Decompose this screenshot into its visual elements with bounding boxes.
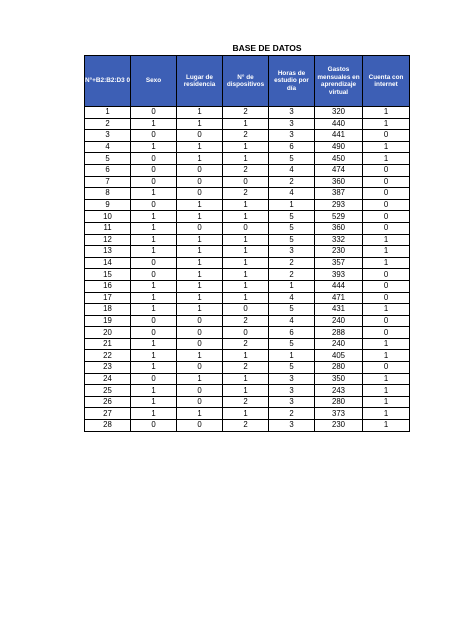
table-cell: 0 xyxy=(363,199,410,211)
table-cell: 2 xyxy=(223,315,269,327)
table-row xyxy=(85,141,410,153)
table-cell: 1 xyxy=(223,292,269,304)
table-cell: 1 xyxy=(177,107,223,119)
table-cell: 1 xyxy=(223,153,269,165)
table-cell: 1 xyxy=(177,246,223,258)
table-cell: 3 xyxy=(269,246,315,258)
table-cell: 1 xyxy=(223,246,269,258)
table-cell: 2 xyxy=(223,130,269,142)
table-cell: 1 xyxy=(363,304,410,316)
table-cell: 6 xyxy=(85,164,131,176)
table-cell: 1 xyxy=(131,338,177,350)
table-cell: 3 xyxy=(269,118,315,130)
table-cell: 0 xyxy=(363,222,410,234)
table-cell: 15 xyxy=(85,269,131,281)
table-cell: 0 xyxy=(131,257,177,269)
table-cell: 3 xyxy=(269,385,315,397)
table-cell: 0 xyxy=(131,199,177,211)
table-cell: 1 xyxy=(131,141,177,153)
table-cell: 0 xyxy=(363,292,410,304)
table-cell: 288 xyxy=(315,327,363,339)
table-cell: 12 xyxy=(85,234,131,246)
table-row xyxy=(85,130,410,142)
table-row xyxy=(85,280,410,292)
table-cell: 1 xyxy=(363,420,410,432)
table-cell: 0 xyxy=(363,327,410,339)
table-cell: 1 xyxy=(363,338,410,350)
table-row xyxy=(85,304,410,316)
table-cell: 2 xyxy=(223,107,269,119)
table-cell: 1 xyxy=(177,211,223,223)
table-cell: 8 xyxy=(85,188,131,200)
table-cell: 1 xyxy=(177,350,223,362)
table-cell: 1 xyxy=(131,350,177,362)
table-cell: 0 xyxy=(131,107,177,119)
table-cell: 1 xyxy=(131,211,177,223)
table-cell: 230 xyxy=(315,246,363,258)
table-row xyxy=(85,211,410,223)
table-cell: 0 xyxy=(363,164,410,176)
table-cell: 1 xyxy=(223,269,269,281)
table-cell: 2 xyxy=(85,118,131,130)
table-cell: 280 xyxy=(315,396,363,408)
table-cell: 0 xyxy=(177,188,223,200)
table-cell: 25 xyxy=(85,385,131,397)
table-cell: 24 xyxy=(85,373,131,385)
table-cell: 1 xyxy=(269,350,315,362)
column-header: Horas de estudio por día xyxy=(269,56,315,107)
table-cell: 373 xyxy=(315,408,363,420)
table-cell: 0 xyxy=(363,176,410,188)
table-cell: 0 xyxy=(131,269,177,281)
table-cell: 450 xyxy=(315,153,363,165)
table-cell: 529 xyxy=(315,211,363,223)
table-cell: 1 xyxy=(177,280,223,292)
table-cell: 2 xyxy=(223,362,269,374)
table-cell: 1 xyxy=(223,141,269,153)
table-cell: 230 xyxy=(315,420,363,432)
table-cell: 293 xyxy=(315,199,363,211)
table-cell: 1 xyxy=(363,153,410,165)
table-cell: 1 xyxy=(363,234,410,246)
table-cell: 0 xyxy=(363,280,410,292)
column-header: N° de dispositivos xyxy=(223,56,269,107)
table-cell: 1 xyxy=(363,257,410,269)
table-cell: 440 xyxy=(315,118,363,130)
table-cell: 0 xyxy=(177,338,223,350)
table-row xyxy=(85,246,410,258)
table-cell: 3 xyxy=(269,107,315,119)
table-cell: 0 xyxy=(177,362,223,374)
table-cell: 7 xyxy=(85,176,131,188)
table-cell: 26 xyxy=(85,396,131,408)
table-row xyxy=(85,315,410,327)
table-row xyxy=(85,420,410,432)
table-cell: 3 xyxy=(269,373,315,385)
table-cell: 0 xyxy=(177,385,223,397)
table-cell: 1 xyxy=(223,385,269,397)
table-cell: 16 xyxy=(85,280,131,292)
data-table xyxy=(84,55,410,432)
table-cell: 1 xyxy=(223,373,269,385)
table-cell: 1 xyxy=(363,373,410,385)
table-cell: 18 xyxy=(85,304,131,316)
table-row xyxy=(85,234,410,246)
table-cell: 0 xyxy=(131,420,177,432)
table-cell: 431 xyxy=(315,304,363,316)
table-cell: 3 xyxy=(269,396,315,408)
table-cell: 13 xyxy=(85,246,131,258)
table-cell: 2 xyxy=(223,338,269,350)
table-cell: 3 xyxy=(269,420,315,432)
table-cell: 0 xyxy=(177,315,223,327)
table-cell: 2 xyxy=(269,269,315,281)
table-cell: 0 xyxy=(131,315,177,327)
table-cell: 360 xyxy=(315,176,363,188)
table-cell: 1 xyxy=(177,141,223,153)
table-cell: 1 xyxy=(131,280,177,292)
table-row xyxy=(85,164,410,176)
table-cell: 240 xyxy=(315,315,363,327)
table-cell: 1 xyxy=(131,246,177,258)
table-cell: 0 xyxy=(223,304,269,316)
table-cell: 5 xyxy=(269,304,315,316)
table-cell: 1 xyxy=(177,292,223,304)
table-row xyxy=(85,176,410,188)
table-cell: 10 xyxy=(85,211,131,223)
table-cell: 4 xyxy=(85,141,131,153)
table-cell: 0 xyxy=(177,222,223,234)
table-row xyxy=(85,408,410,420)
table-row xyxy=(85,107,410,119)
table-cell: 1 xyxy=(223,350,269,362)
table-cell: 4 xyxy=(269,164,315,176)
table-cell: 0 xyxy=(177,130,223,142)
table-cell: 0 xyxy=(131,176,177,188)
table-row xyxy=(85,188,410,200)
table-cell: 0 xyxy=(131,373,177,385)
table-cell: 6 xyxy=(269,327,315,339)
table-row xyxy=(85,385,410,397)
table-cell: 0 xyxy=(223,222,269,234)
table-cell: 0 xyxy=(177,164,223,176)
table-cell: 27 xyxy=(85,408,131,420)
table-cell: 6 xyxy=(269,141,315,153)
table-cell: 471 xyxy=(315,292,363,304)
table-cell: 474 xyxy=(315,164,363,176)
table-cell: 2 xyxy=(223,420,269,432)
table-cell: 1 xyxy=(177,373,223,385)
table-cell: 243 xyxy=(315,385,363,397)
table-cell: 5 xyxy=(85,153,131,165)
table-row xyxy=(85,269,410,281)
table-row xyxy=(85,292,410,304)
column-header: N°+B2:B2:D3 0 xyxy=(85,56,131,107)
table-cell: 1 xyxy=(177,234,223,246)
table-cell: 1 xyxy=(363,385,410,397)
table-row xyxy=(85,118,410,130)
table-cell: 1 xyxy=(177,199,223,211)
table-cell: 1 xyxy=(223,211,269,223)
table-cell: 19 xyxy=(85,315,131,327)
table-cell: 1 xyxy=(131,396,177,408)
table-cell: 17 xyxy=(85,292,131,304)
table-cell: 393 xyxy=(315,269,363,281)
header-row xyxy=(85,56,410,107)
table-cell: 405 xyxy=(315,350,363,362)
table-cell: 1 xyxy=(131,362,177,374)
table-cell: 2 xyxy=(223,188,269,200)
table-row xyxy=(85,153,410,165)
table-cell: 0 xyxy=(177,327,223,339)
table-cell: 1 xyxy=(223,257,269,269)
table-cell: 0 xyxy=(177,396,223,408)
table-cell: 5 xyxy=(269,362,315,374)
document-title: BASE DE DATOS xyxy=(232,43,302,53)
table-cell: 5 xyxy=(269,211,315,223)
table-cell: 20 xyxy=(85,327,131,339)
table-cell: 1 xyxy=(85,107,131,119)
table-cell: 4 xyxy=(269,188,315,200)
table-cell: 1 xyxy=(223,234,269,246)
table-cell: 1 xyxy=(363,246,410,258)
table-cell: 3 xyxy=(85,130,131,142)
table-row xyxy=(85,199,410,211)
table-cell: 0 xyxy=(223,327,269,339)
column-header: Cuenta con internet xyxy=(363,56,410,107)
table-cell: 1 xyxy=(363,350,410,362)
table-row xyxy=(85,350,410,362)
table-cell: 1 xyxy=(177,304,223,316)
table-cell: 1 xyxy=(177,269,223,281)
table-cell: 21 xyxy=(85,338,131,350)
table-cell: 0 xyxy=(223,176,269,188)
table-cell: 1 xyxy=(363,107,410,119)
table-cell: 9 xyxy=(85,199,131,211)
table-cell: 0 xyxy=(177,420,223,432)
table-cell: 1 xyxy=(363,396,410,408)
table-cell: 1 xyxy=(131,385,177,397)
table-cell: 3 xyxy=(269,130,315,142)
table-cell: 240 xyxy=(315,338,363,350)
table-cell: 2 xyxy=(269,176,315,188)
table-cell: 0 xyxy=(363,211,410,223)
table-cell: 4 xyxy=(269,292,315,304)
table-cell: 280 xyxy=(315,362,363,374)
table-row xyxy=(85,373,410,385)
table-cell: 1 xyxy=(131,234,177,246)
table-cell: 1 xyxy=(269,199,315,211)
table-cell: 1 xyxy=(131,188,177,200)
table-cell: 1 xyxy=(131,222,177,234)
table-cell: 2 xyxy=(223,164,269,176)
table-cell: 1 xyxy=(223,280,269,292)
table-cell: 5 xyxy=(269,338,315,350)
table-cell: 1 xyxy=(131,304,177,316)
table-cell: 0 xyxy=(131,130,177,142)
table-cell: 350 xyxy=(315,373,363,385)
column-header: Gastos mensuales en aprendizaje virtual xyxy=(315,56,363,107)
table-row xyxy=(85,338,410,350)
table-cell: 0 xyxy=(363,188,410,200)
table-cell: 0 xyxy=(363,130,410,142)
table-cell: 444 xyxy=(315,280,363,292)
table-row xyxy=(85,257,410,269)
table-cell: 0 xyxy=(131,327,177,339)
table-cell: 0 xyxy=(131,164,177,176)
table-row xyxy=(85,362,410,374)
table-cell: 5 xyxy=(269,222,315,234)
table-cell: 360 xyxy=(315,222,363,234)
table-cell: 441 xyxy=(315,130,363,142)
table-cell: 1 xyxy=(269,280,315,292)
table-cell: 1 xyxy=(131,118,177,130)
table-cell: 2 xyxy=(223,396,269,408)
table-cell: 1 xyxy=(363,141,410,153)
table-cell: 1 xyxy=(177,118,223,130)
table-cell: 4 xyxy=(269,315,315,327)
table-cell: 22 xyxy=(85,350,131,362)
column-header: Lugar de residencia xyxy=(177,56,223,107)
table-cell: 0 xyxy=(363,315,410,327)
table-cell: 490 xyxy=(315,141,363,153)
table-cell: 1 xyxy=(177,153,223,165)
table-cell: 332 xyxy=(315,234,363,246)
table-cell: 2 xyxy=(269,257,315,269)
table-cell: 0 xyxy=(131,153,177,165)
table-cell: 1 xyxy=(363,118,410,130)
table-cell: 14 xyxy=(85,257,131,269)
table-row xyxy=(85,327,410,339)
table-cell: 11 xyxy=(85,222,131,234)
table-cell: 1 xyxy=(223,118,269,130)
table-cell: 1 xyxy=(177,257,223,269)
table-cell: 1 xyxy=(223,408,269,420)
table-cell: 1 xyxy=(223,199,269,211)
table-cell: 1 xyxy=(131,408,177,420)
table-cell: 0 xyxy=(363,362,410,374)
table-cell: 0 xyxy=(177,176,223,188)
table-cell: 2 xyxy=(269,408,315,420)
table-cell: 357 xyxy=(315,257,363,269)
table-row xyxy=(85,396,410,408)
table-cell: 5 xyxy=(269,234,315,246)
table-cell: 23 xyxy=(85,362,131,374)
table-cell: 1 xyxy=(177,408,223,420)
table-cell: 0 xyxy=(363,269,410,281)
table-cell: 5 xyxy=(269,153,315,165)
column-header: Sexo xyxy=(131,56,177,107)
table-row xyxy=(85,222,410,234)
table-cell: 320 xyxy=(315,107,363,119)
table-cell: 1 xyxy=(131,292,177,304)
table-cell: 387 xyxy=(315,188,363,200)
table-cell: 1 xyxy=(363,408,410,420)
table-cell: 28 xyxy=(85,420,131,432)
